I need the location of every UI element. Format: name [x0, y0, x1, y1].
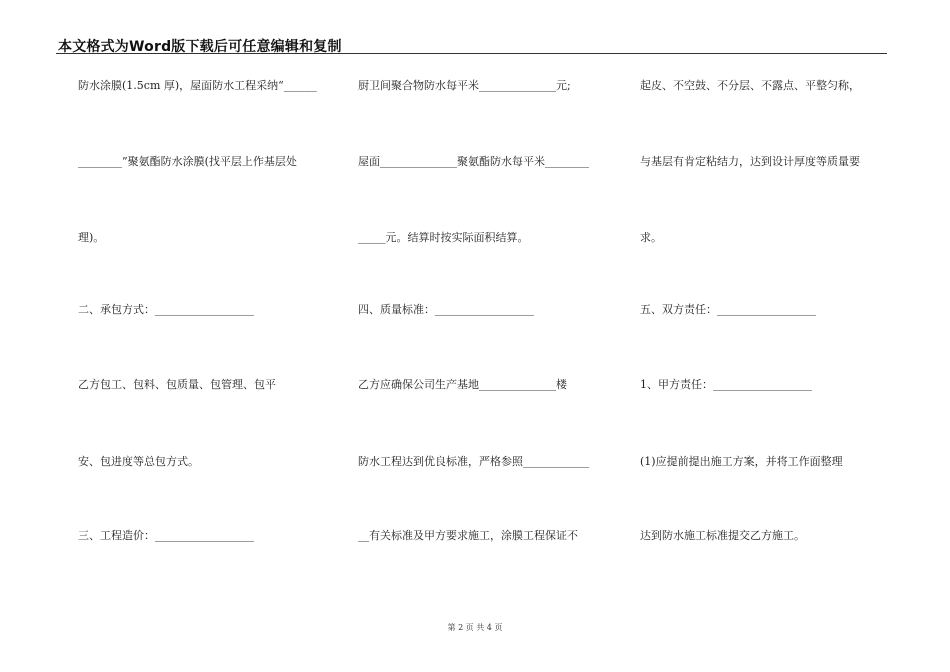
text-line: 安、包进度等总包方式。 — [78, 455, 199, 468]
text-line: 厨卫间聚合物防水每平米______________元; — [358, 79, 571, 92]
text-line: 三、工程造价：__________________ — [78, 529, 254, 542]
text-line: 防水工程达到优良标准，严格参照____________ — [358, 455, 589, 468]
text-line: 求。 — [640, 231, 662, 244]
text-line: 起皮、不空鼓、不分层、不露点、平整匀称， — [640, 79, 860, 92]
text-line: ________”聚氨酯防水涂膜(找平层上作基层处 — [78, 155, 297, 168]
text-line: __有关标准及甲方要求施工，涂膜工程保证不 — [358, 529, 578, 542]
document-title: 本文格式为Word版下载后可任意编辑和复制 — [58, 39, 342, 55]
text-line: 1、甲方责任：__________________ — [640, 378, 812, 391]
text-line: 五、双方责任：__________________ — [640, 303, 816, 316]
text-line: 二、承包方式：__________________ — [78, 303, 254, 316]
text-line: 防水涂膜(1.5cm 厚)，屋面防水工程采纳“______ — [78, 79, 317, 92]
header-divider — [56, 53, 887, 54]
text-line: (1)应提前提出施工方案，并将工作面整理 — [640, 455, 843, 468]
text-line: 乙方应确保公司生产基地______________楼 — [358, 378, 567, 391]
text-line: 乙方包工、包料、包质量、包管理、包平 — [78, 378, 276, 391]
text-line: 屋面______________聚氨酯防水每平米________ — [358, 155, 589, 168]
text-line: _____元。结算时按实际面积结算。 — [358, 231, 529, 244]
text-line: 四、质量标准：__________________ — [358, 303, 534, 316]
page-number: 第 2 页 共 4 页 — [447, 623, 503, 632]
text-line: 与基层有肯定粘结力，达到设计厚度等质量要 — [640, 155, 860, 168]
text-line: 达到防水施工标准提交乙方施工。 — [640, 529, 805, 542]
text-line: 理)。 — [78, 231, 105, 244]
